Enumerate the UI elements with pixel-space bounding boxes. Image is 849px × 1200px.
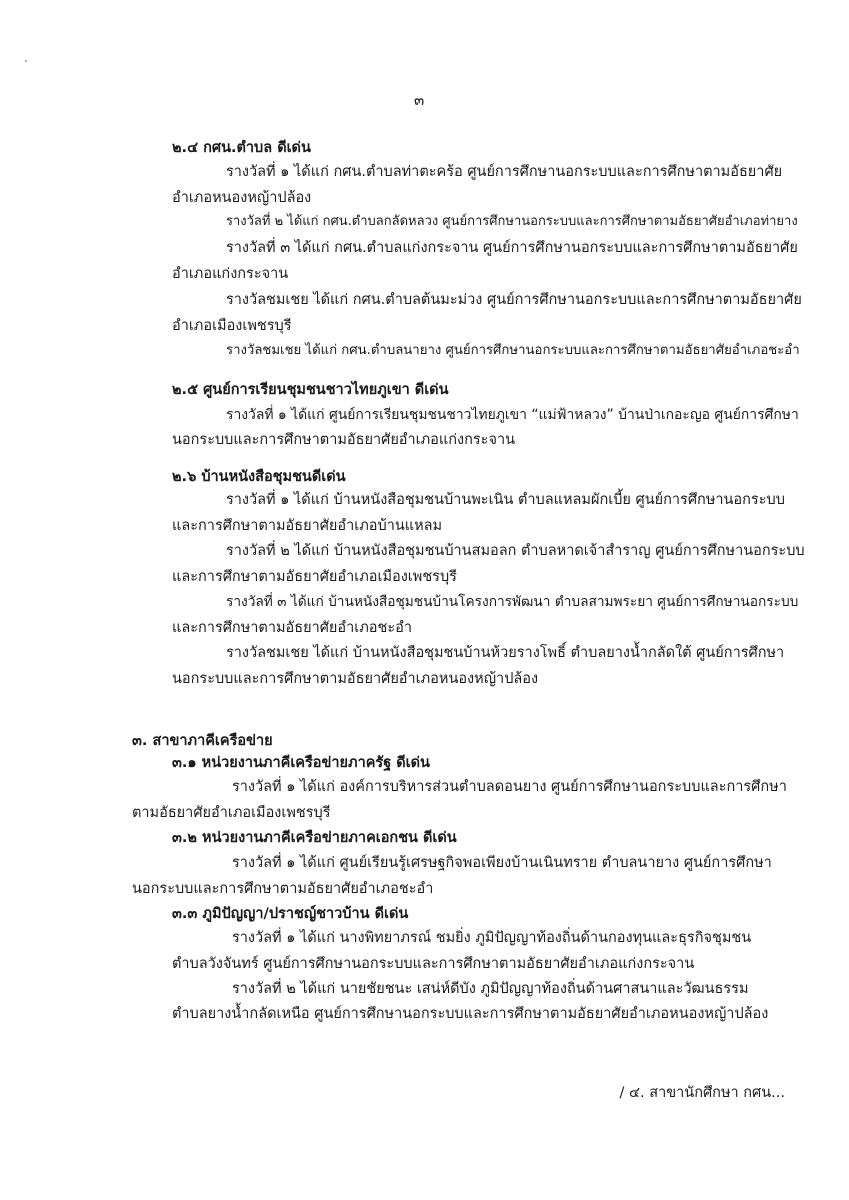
s26-line-3: รางวัลที่ ๒ ได้แก่ บ้านหนังสือชุมชนบ้านสมอลก ตำบลหาดเจ้าสำราญ ศูนย์การศึกษานอกระบบ [226,543,805,559]
section-3-3-heading: ๓.๓ ภูมิปัญญา/ปราชญ์ชาวบ้าน ดีเด่น [172,906,409,922]
s33-line-2: ตำบลวังจันทร์ ศูนย์การศึกษานอกระบบและการศึกษาตามอัธยาศัยอำเภอแก่งกระจาน [172,956,695,972]
s26-line-4: และการศึกษาตามอัธยาศัยอำเภอเมืองเพชรบุรี [172,569,457,585]
s24-line-6: รางวัลชมเชย ได้แก่ กศน.ตำบลต้นมะม่วง ศูนย์การศึกษานอกระบบและการศึกษาตามอัธยาศัย [226,292,802,308]
s26-line-8: นอกระบบและการศึกษาตามอัธยาศัยอำเภอหนองหญ้าปล้อง [172,671,539,687]
section-2-4-heading: ๒.๔ กศน.ตำบล ดีเด่น [172,140,311,156]
s24-line-1: รางวัลที่ ๑ ได้แก่ กศน.ตำบลท่าตะคร้อ ศูนย์การศึกษานอกระบบและการศึกษาตามอัธยาศัย [226,164,783,180]
section-3-2-heading: ๓.๒ หน่วยงานภาคีเครือข่ายภาคเอกชน ดีเด่น [172,830,457,846]
scan-speck [25,60,27,62]
s32-line-2: นอกระบบและการศึกษาตามอัธยาศัยอำเภอชะอำ [132,881,434,897]
s33-line-1: รางวัลที่ ๑ ได้แก่ นางพิทยาภรณ์ ชมยิ่ง ภูมิปัญญาท้องถิ่นด้านกองทุนและธุรกิจชุมชน [232,930,752,946]
s25-line-2: นอกระบบและการศึกษาตามอัธยาศัยอำเภอแก่งกระจาน [172,432,515,448]
s24-line-2: อำเภอหนองหญ้าปล้อง [172,190,312,206]
section-2-6-heading: ๒.๖ บ้านหนังสือชุมชนดีเด่น [172,469,346,485]
s24-line-7: อำเภอเมืองเพชรบุรี [172,318,292,334]
s26-line-7: รางวัลชมเชย ได้แก่ บ้านหนังสือชุมชนบ้านห้วยรางโพธิ์ ตำบลยางน้ำกลัดใต้ ศูนย์การศึกษา [226,645,785,661]
s24-line-5: อำเภอแก่งกระจาน [172,266,289,282]
s26-line-6: และการศึกษาตามอัธยาศัยอำเภอชะอำ [172,620,412,636]
s24-line-3: รางวัลที่ ๒ ได้แก่ กศน.ตำบลกลัดหลวง ศูนย์การศึกษานอกระบบและการศึกษาตามอัธยาศัยอำเภอท่ายาง [226,214,798,229]
s33-line-3: รางวัลที่ ๒ ได้แก่ นายชัยชนะ เสน่ห์ดีบัง ภูมิปัญญาท้องถิ่นด้านศาสนาและวัฒนธรรม [232,981,749,997]
page-number: ๓ [414,91,425,109]
s32-line-1: รางวัลที่ ๑ ได้แก่ ศูนย์เรียนรู้เศรษฐกิจพอเพียงบ้านเนินทราย ตำบลนายาง ศูนย์การศึกษา [232,855,772,871]
s26-line-5: รางวัลที่ ๓ ได้แก่ บ้านหนังสือชุมชนบ้านโครงการพัฒนา ตำบลสามพระยา ศูนย์การศึกษานอกระบบ [226,594,799,610]
section-3-1-heading: ๓.๑ หน่วยงานภาคีเครือข่ายภาครัฐ ดีเด่น [172,755,430,771]
s24-line-8: รางวัลชมเชย ได้แก่ กศน.ตำบลนายาง ศูนย์การศึกษานอกระบบและการศึกษาตามอัธยาศัยอำเภอชะอำ [226,343,800,358]
s26-line-2: และการศึกษาตามอัธยาศัยอำเภอบ้านแหลม [172,518,443,534]
s25-line-1: รางวัลที่ ๑ ได้แก่ ศูนย์การเรียนชุมชนชาวไทยภูเขา “แม่ฟ้าหลวง” บ้านป่าเกอะญอ ศูนย์การศึกษา [226,407,799,423]
section-2-5-heading: ๒.๕ ศูนย์การเรียนชุมชนชาวไทยภูเขา ดีเด่น [172,382,449,398]
continuation-footer: / ๔. สาขานักศึกษา กศน... [619,1085,785,1101]
s31-line-1: รางวัลที่ ๑ ได้แก่ องค์การบริหารส่วนตำบลดอนยาง ศูนย์การศึกษานอกระบบและการศึกษา [232,779,787,795]
section-3-heading: ๓. สาขาภาคีเครือข่าย [132,733,273,749]
s33-line-4: ตำบลยางน้ำกลัดเหนือ ศูนย์การศึกษานอกระบบและการศึกษาตามอัธยาศัยอำเภอหนองหญ้าปล้อง [172,1006,769,1022]
s31-line-2: ตามอัธยาศัยอำเภอเมืองเพชรบุรี [132,805,331,821]
s26-line-1: รางวัลที่ ๑ ได้แก่ บ้านหนังสือชุมชนบ้านพะเนิน ตำบลแหลมผักเบี้ย ศูนย์การศึกษานอกระบบ [226,492,785,508]
s24-line-4: รางวัลที่ ๓ ได้แก่ กศน.ตำบลแก่งกระจาน ศูนย์การศึกษานอกระบบและการศึกษาตามอัธยาศัย [226,240,798,256]
